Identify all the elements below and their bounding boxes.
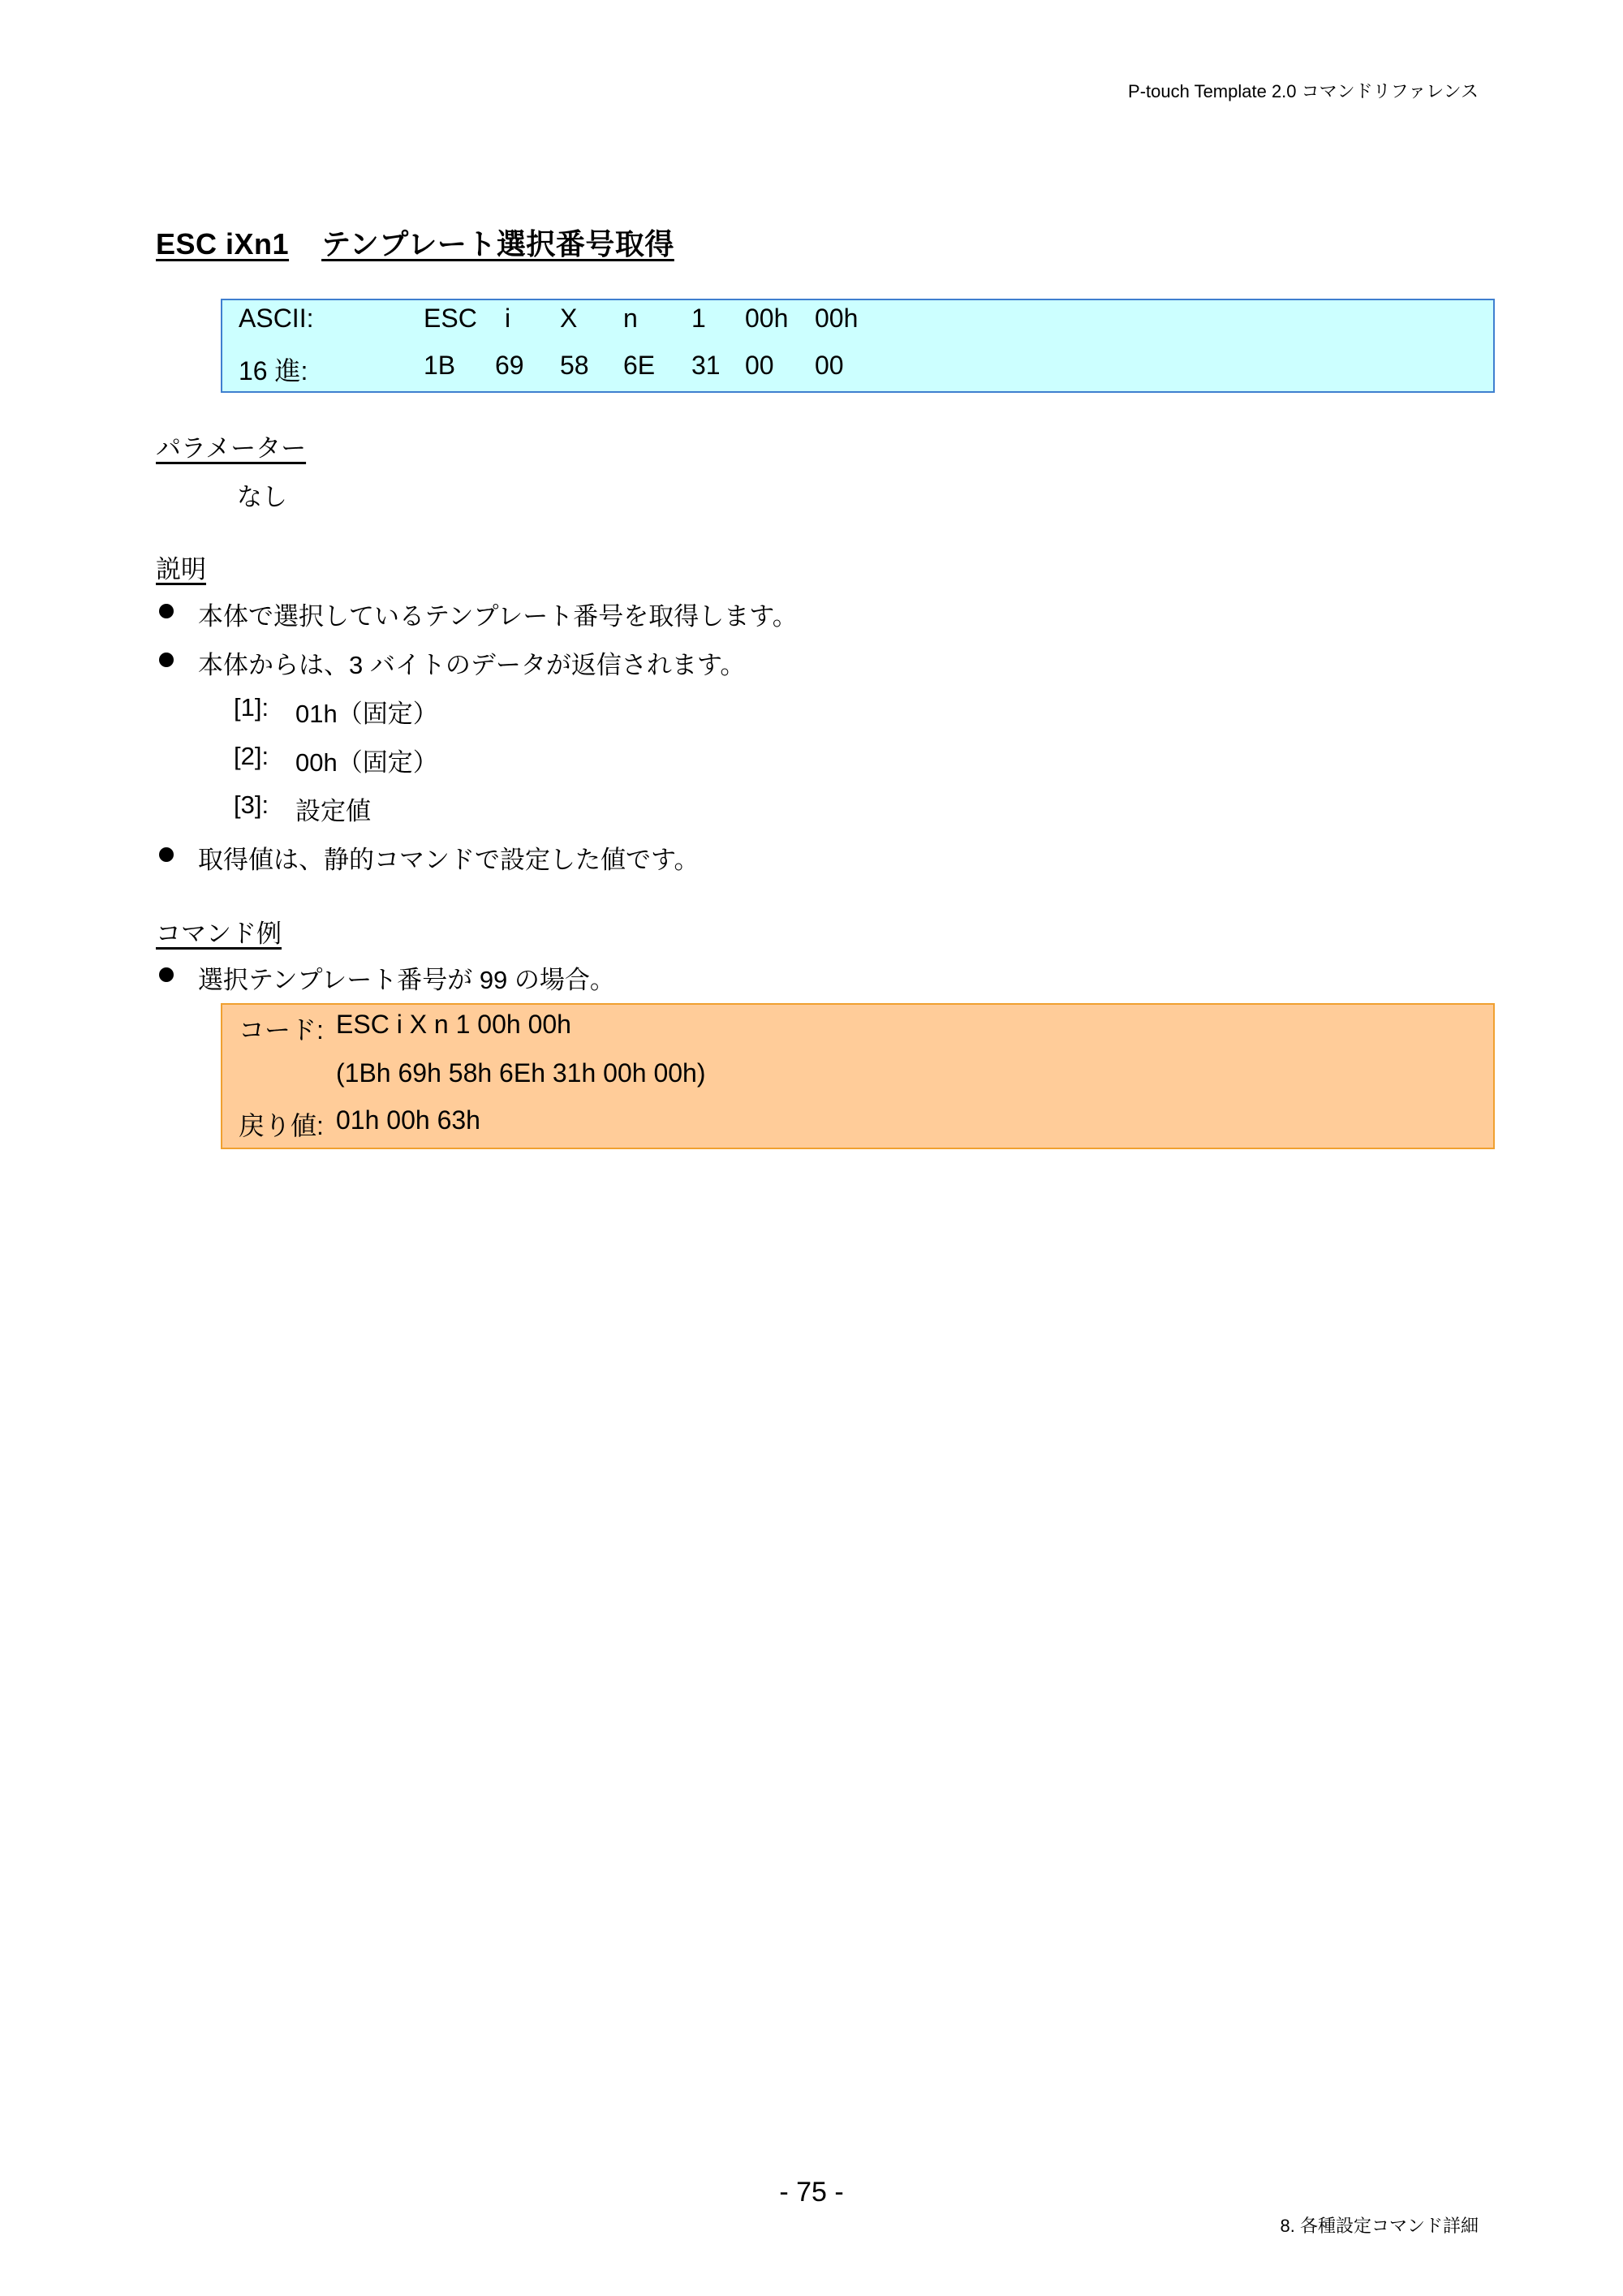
byte-value: 設定値 [295,797,371,825]
cell: 00 [815,351,844,380]
bullet-icon [159,604,174,618]
running-footer: 8. 各種設定コマンド詳細 [1280,2216,1479,2236]
code-value: ESC i X n 1 00h 00h [336,1010,571,1039]
parameters-value: なし [237,483,287,511]
bullet-icon [159,847,174,862]
row-label: ASCII: [239,304,314,333]
byte-value: 00h（固定） [295,748,438,777]
description-heading: 説明 [156,555,206,584]
bullet-icon [159,967,174,982]
cell: 1 [691,304,706,333]
example-heading: コマンド例 [156,920,282,948]
row-label: 16 進: [239,356,308,386]
title-name: テンプレート選択番号取得 [321,227,674,261]
cell: 69 [495,351,524,380]
description-bullet-2: 本体からは、3 バイトのデータが返信されます。 [198,651,746,679]
byte-index: [1]: [234,693,269,722]
cell: 00h [745,304,789,333]
cell: n [623,304,638,333]
return-label: 戻り値: [239,1111,324,1140]
cell: ESC [424,304,477,333]
code-hex: (1Bh 69h 58h 6Eh 31h 00h 00h) [336,1058,706,1088]
cell: 6E [623,351,656,380]
cell: 00h [815,304,859,333]
description-bullet-1: 本体で選択しているテンプレート番号を取得します。 [198,602,798,631]
cell: X [560,304,578,333]
cell: i [505,304,511,333]
cell: 31 [691,351,721,380]
example-bullet: 選択テンプレート番号が 99 の場合。 [198,966,615,994]
command-example-box [221,1003,1495,1149]
description-bullet-3: 取得値は、静的コマンドで設定した値です。 [198,846,700,874]
title-command: ESC iXn1 [156,227,290,261]
code-label: コード: [239,1015,324,1045]
page-number: - 75 - [779,2177,844,2208]
cell: 1B [424,351,456,380]
page-title [156,222,674,263]
byte-index: [2]: [234,742,269,770]
cell: 00 [745,351,774,380]
byte-index: [3]: [234,790,269,819]
bullet-icon [159,653,174,667]
return-value: 01h 00h 63h [336,1105,480,1135]
parameters-heading: パラメーター [156,434,307,463]
cell: 58 [560,351,589,380]
running-header: P-touch Template 2.0 コマンドリファレンス [1128,81,1479,101]
byte-value: 01h（固定） [295,700,438,728]
command-syntax-box [221,299,1495,393]
